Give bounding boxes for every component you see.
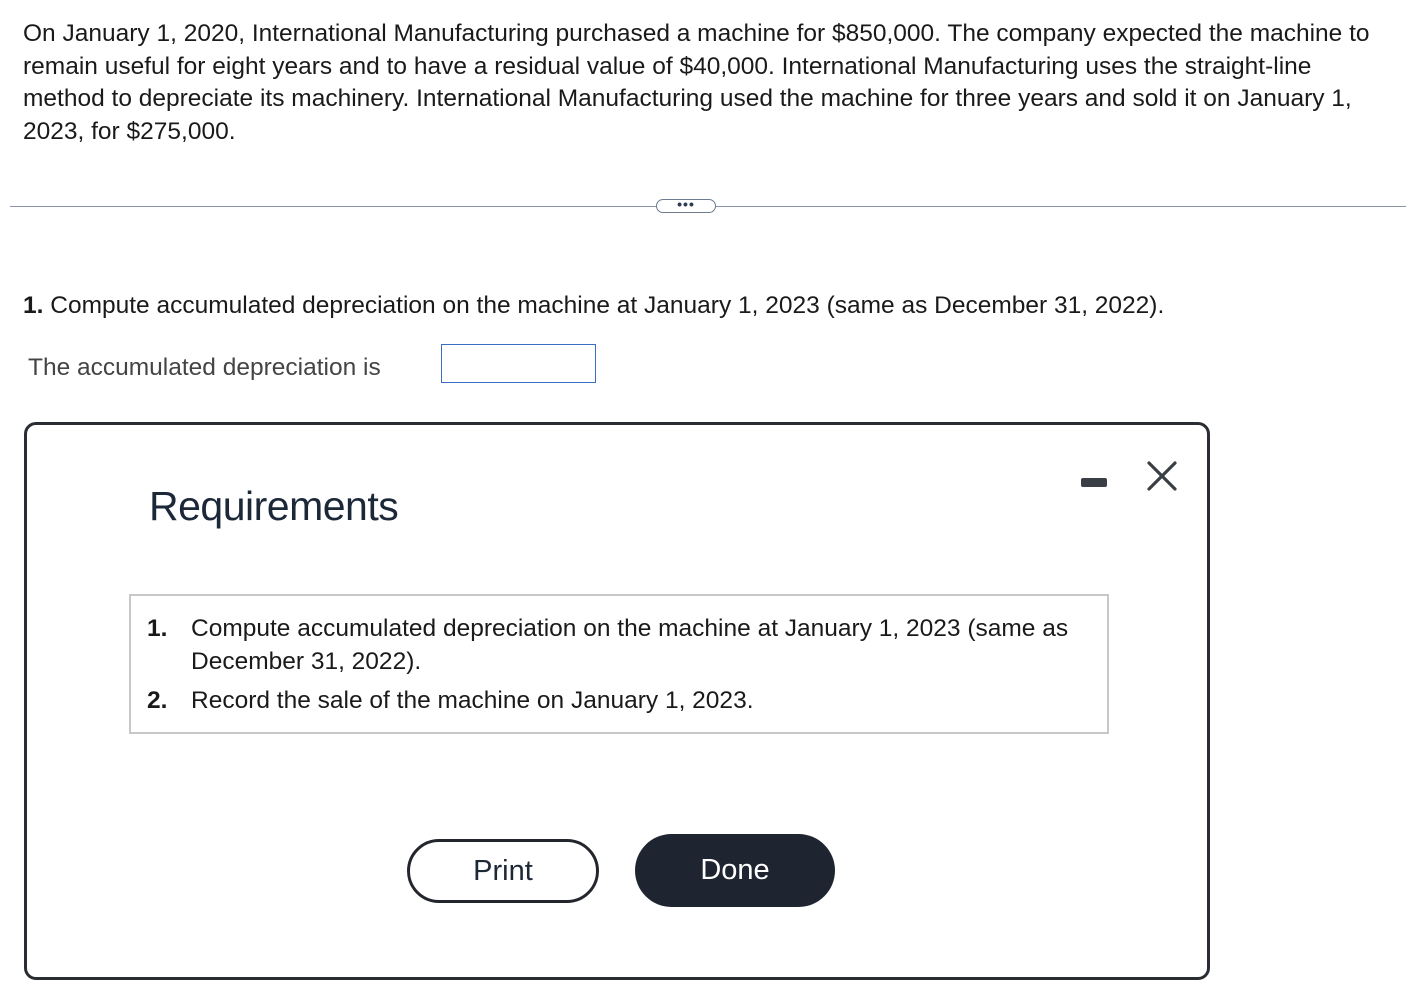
requirement-number: 2. xyxy=(147,687,168,714)
minimize-button[interactable] xyxy=(1079,473,1109,493)
accumulated-depreciation-input[interactable] xyxy=(441,344,596,383)
requirement-item xyxy=(147,685,1097,718)
done-button[interactable]: Done xyxy=(635,834,835,907)
requirements-dialog xyxy=(24,422,1210,980)
requirement-item xyxy=(147,613,1097,678)
minimize-icon xyxy=(1081,478,1107,487)
problem-statement: On January 1, 2020, International Manufacturing purchased a machine for $850,000. The company expected the machine to remain useful for eight years and to have a residual value of $40,000. International Manufacturing uses the straight-line method to depreciate its machinery. International Manufacturing used the machine for three years and sold it on January 1, 2023, for $275,000. xyxy=(23,20,1370,145)
ellipsis-icon: ••• xyxy=(677,195,695,212)
requirement-text: Compute accumulated depreciation on the machine at January 1, 2023 (same as December 31, 2022). xyxy=(191,615,1069,675)
close-icon xyxy=(1141,457,1181,497)
question-number: 1. xyxy=(23,292,44,319)
expand-more-button[interactable] xyxy=(656,195,716,213)
dialog-title: Requirements xyxy=(149,483,399,529)
question-text: Compute accumulated depreciation on the machine at January 1, 2023 (same as December 31, 2022). xyxy=(43,292,1165,319)
requirement-text: Record the sale of the machine on January 1, 2023. xyxy=(191,687,754,714)
print-button[interactable]: Print xyxy=(407,839,599,903)
requirement-number: 1. xyxy=(147,615,168,642)
close-button[interactable] xyxy=(1141,457,1181,497)
requirements-list xyxy=(147,613,1097,725)
question-1 xyxy=(23,290,1164,322)
answer-label: The accumulated depreciation is xyxy=(28,354,381,381)
requirements-box xyxy=(129,594,1109,734)
